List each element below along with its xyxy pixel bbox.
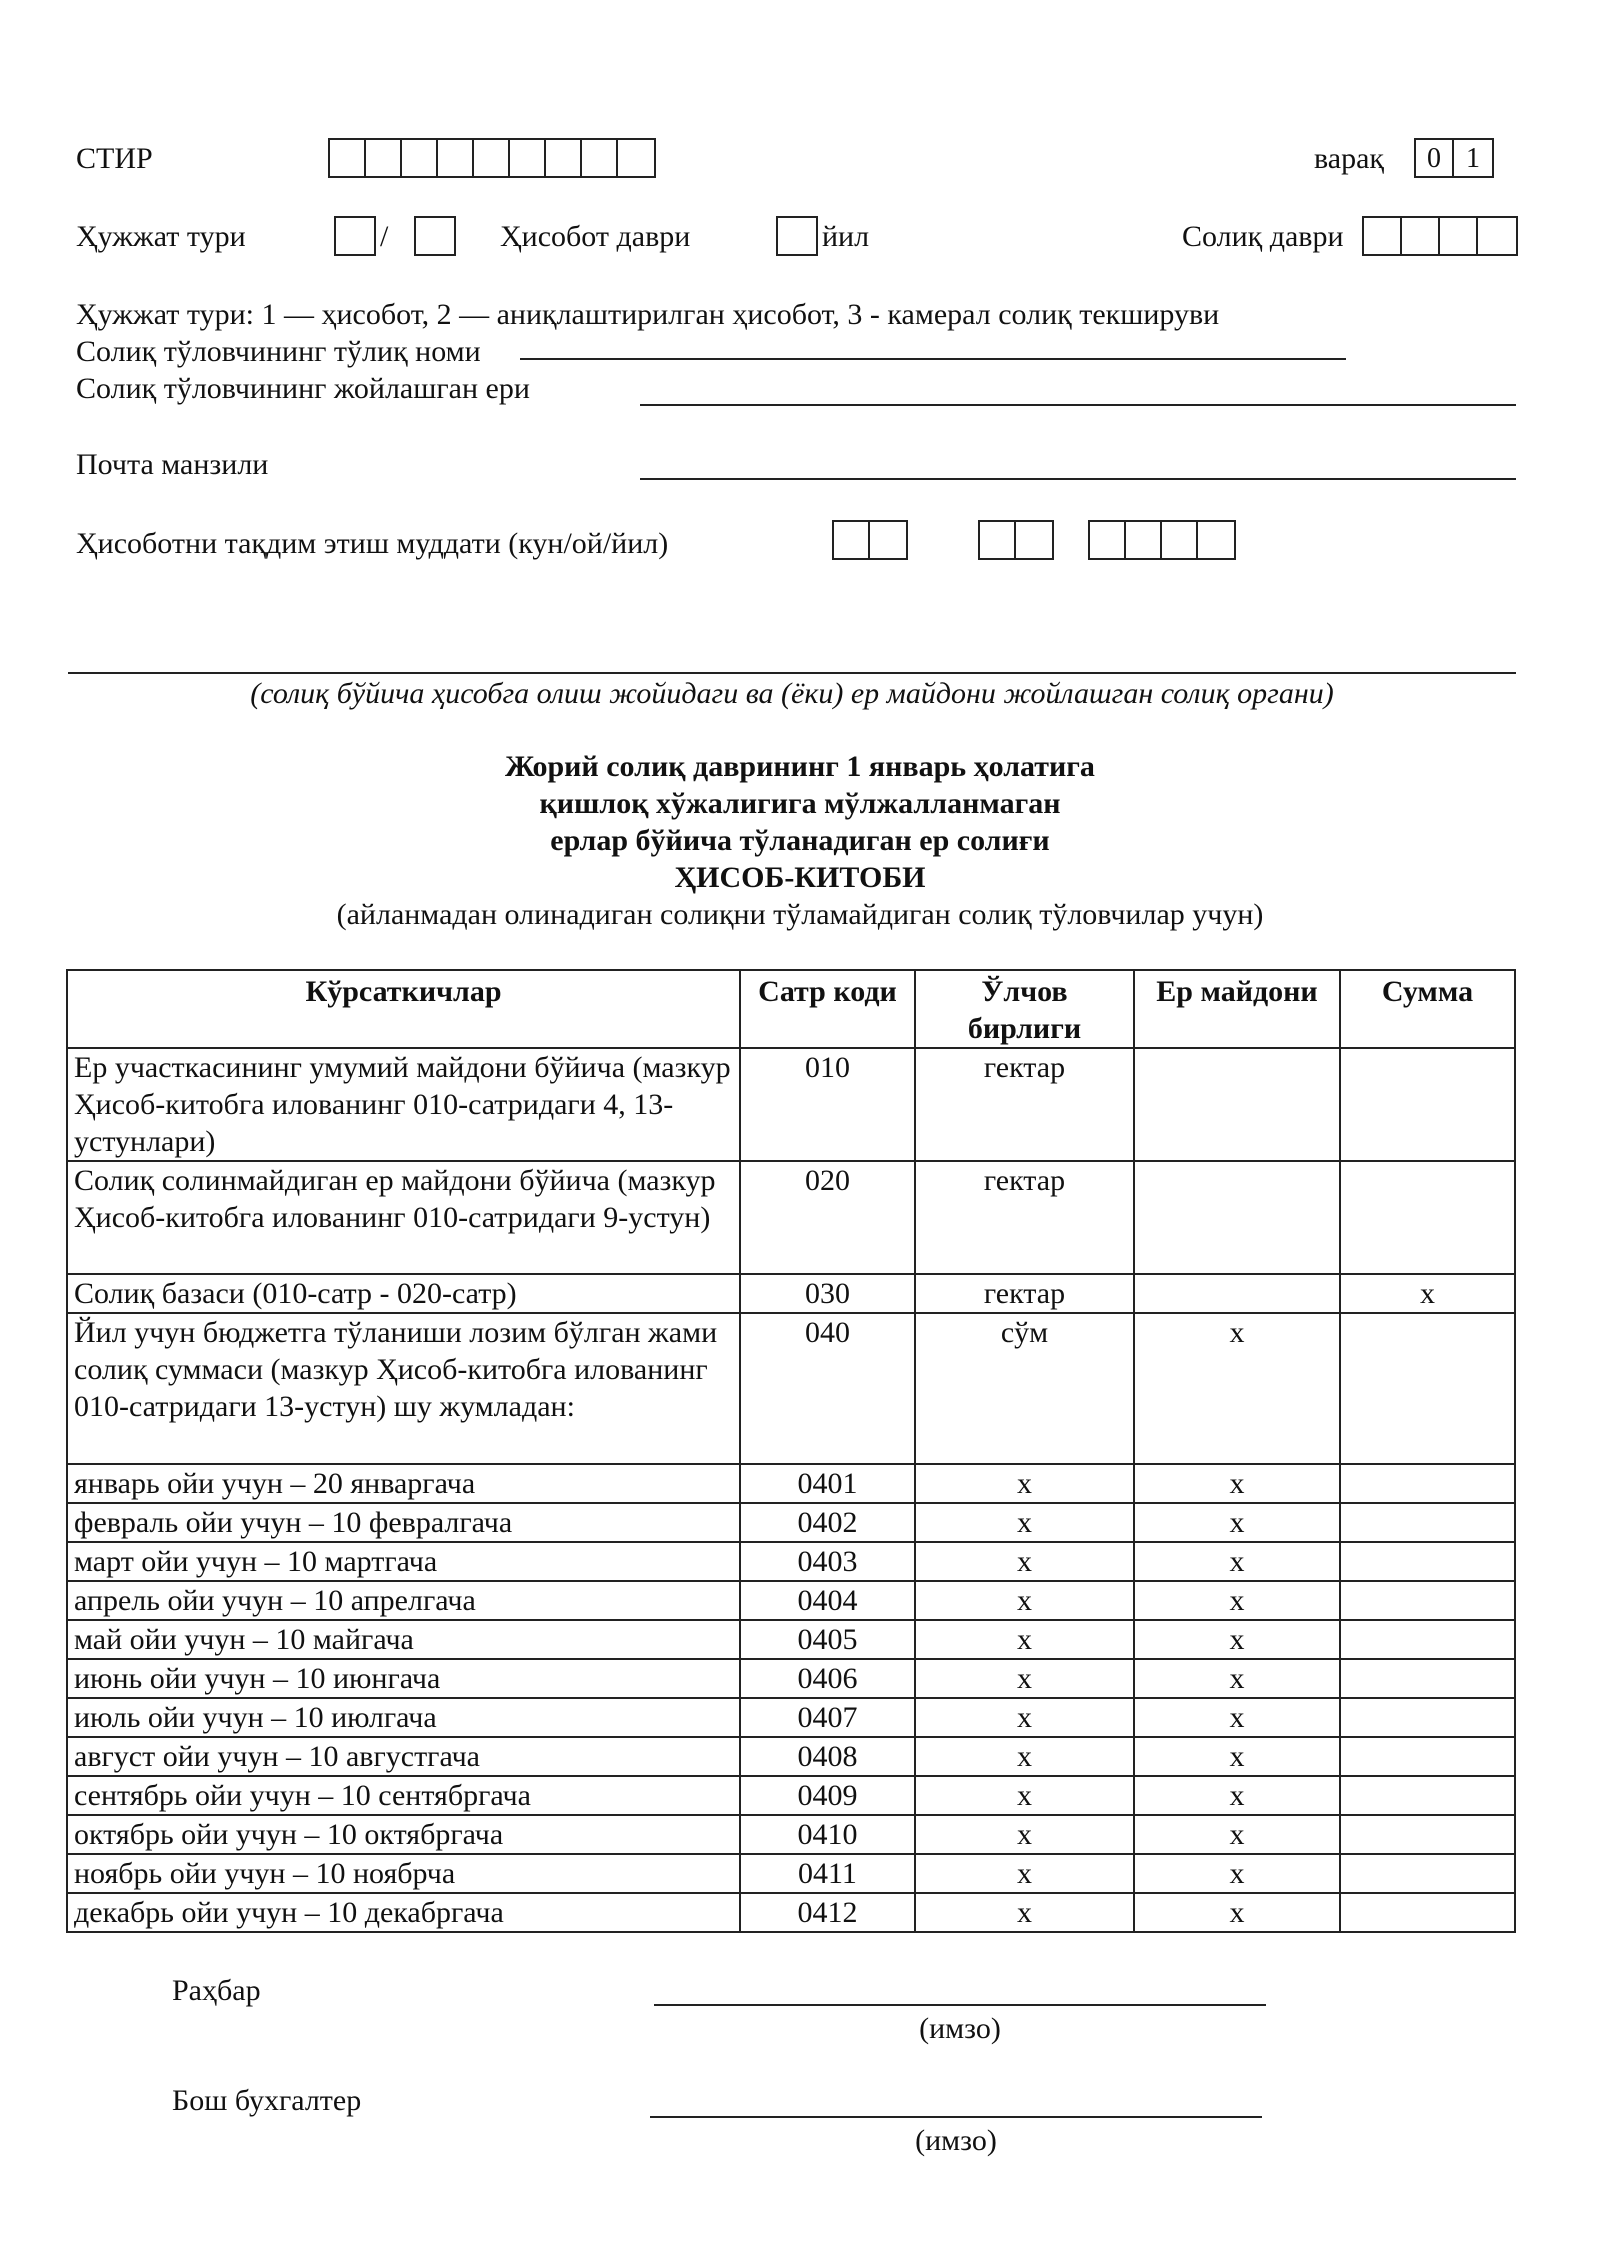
- sum-cell[interactable]: [1340, 1464, 1515, 1503]
- deadline-year-digit[interactable]: [1090, 522, 1126, 558]
- indicator-cell: август ойи учун – 10 августгача: [67, 1737, 740, 1776]
- sum-cell[interactable]: [1340, 1161, 1515, 1274]
- indicator-cell: апрель ойи учун – 10 апрелгача: [67, 1581, 740, 1620]
- deadline-day-digit[interactable]: [870, 522, 906, 558]
- sum-cell[interactable]: [1340, 1893, 1515, 1932]
- line-code-cell: 040: [740, 1313, 915, 1464]
- report-period-label: Ҳисобот даври: [500, 220, 691, 253]
- table-row: [67, 1161, 1515, 1274]
- unit-cell: x: [915, 1503, 1134, 1542]
- tax-authority-field[interactable]: [68, 672, 1516, 674]
- doc-type-separator: /: [380, 220, 389, 253]
- land-area-cell: x: [1134, 1815, 1340, 1854]
- sum-cell[interactable]: [1340, 1620, 1515, 1659]
- line-code-cell: 0406: [740, 1659, 915, 1698]
- title-line-3: ерлар бўйича тўланадиган ер солиғи: [550, 824, 1050, 857]
- indicator-cell: март ойи учун – 10 мартгача: [67, 1542, 740, 1581]
- unit-cell: x: [915, 1542, 1134, 1581]
- tax-period-digit[interactable]: [1478, 218, 1516, 254]
- line-code-cell: 0404: [740, 1581, 915, 1620]
- indicator-cell: Йил учун бюджетга тўланиши лозим бўлган жами солиқ суммаси (мазкур Ҳисоб-китобга илованинг 010-сатридаги 13-устун) шу жумладан:: [67, 1313, 740, 1464]
- taxpayer-location-label: Солиқ тўловчининг жойлашган ери: [76, 372, 530, 405]
- head-signature-field[interactable]: [654, 2004, 1266, 2006]
- land-area-cell: x: [1134, 1698, 1340, 1737]
- sum-cell[interactable]: [1340, 1776, 1515, 1815]
- sum-cell[interactable]: [1340, 1581, 1515, 1620]
- stir-label: СТИР: [76, 142, 153, 175]
- indicator-cell: сентябрь ойи учун – 10 сентябргача: [67, 1776, 740, 1815]
- sum-cell[interactable]: [1340, 1815, 1515, 1854]
- table-row: [67, 1542, 1515, 1581]
- land-area-cell: x: [1134, 1581, 1340, 1620]
- title-line-1: Жорий солиқ даврининг 1 январь ҳолатига: [505, 750, 1095, 783]
- table-row: [67, 1659, 1515, 1698]
- sum-cell[interactable]: [1340, 1737, 1515, 1776]
- deadline-month-digit[interactable]: [980, 522, 1016, 558]
- indicator-cell: ноябрь ойи учун – 10 ноябрча: [67, 1854, 740, 1893]
- table-body: [67, 1048, 1515, 1932]
- document-subtitle: (айланмадан олинадиган солиқни тўламайдиган солиқ тўловчилар учун): [336, 898, 1264, 931]
- deadline-year-digit[interactable]: [1198, 522, 1234, 558]
- postal-address-label: Почта манзили: [76, 448, 269, 481]
- doc-type-legend: Ҳужжат тури: 1 — ҳисобот, 2 — аниқлаштирилган ҳисобот, 3 - камерал солиқ текшируви: [76, 298, 1220, 331]
- land-area-cell: x: [1134, 1620, 1340, 1659]
- line-code-cell: 0410: [740, 1815, 915, 1854]
- header-unit: Ўлчов бирлиги: [915, 970, 1134, 1048]
- tax-period-label: Солиқ даври: [1182, 220, 1344, 253]
- chief-accountant-label: Бош бухгалтер: [172, 2084, 362, 2117]
- line-code-cell: 0401: [740, 1464, 915, 1503]
- line-code-cell: 030: [740, 1274, 915, 1313]
- stir-digit[interactable]: [366, 140, 402, 176]
- unit-cell: x: [915, 1620, 1134, 1659]
- land-area-cell: x: [1134, 1737, 1340, 1776]
- table-row: [67, 1620, 1515, 1659]
- sheet-number-input[interactable]: [1414, 138, 1494, 178]
- stir-digit[interactable]: [402, 140, 438, 176]
- table-row: [67, 1048, 1515, 1161]
- deadline-day-digit[interactable]: [834, 522, 870, 558]
- stir-digit[interactable]: [546, 140, 582, 176]
- table-row: [67, 1274, 1515, 1313]
- header-line-code: Сатр коди: [740, 970, 915, 1048]
- line-code-cell: 0403: [740, 1542, 915, 1581]
- sum-cell: x: [1340, 1274, 1515, 1313]
- doc-type-sub-digit[interactable]: [416, 218, 454, 254]
- tax-period-digit[interactable]: [1440, 218, 1478, 254]
- head-signature-caption: (имзо): [919, 2012, 1001, 2045]
- stir-input[interactable]: [328, 138, 656, 178]
- table-row: [67, 1464, 1515, 1503]
- tax-period-input[interactable]: [1362, 216, 1518, 256]
- unit-cell: x: [915, 1776, 1134, 1815]
- report-period-digit[interactable]: [778, 218, 816, 254]
- deadline-month-input[interactable]: [978, 520, 1054, 560]
- line-code-cell: 0402: [740, 1503, 915, 1542]
- taxpayer-full-name-label: Солиқ тўловчининг тўлиқ номи: [76, 335, 481, 368]
- doc-type-sub-input[interactable]: [414, 216, 456, 256]
- sum-cell[interactable]: [1340, 1659, 1515, 1698]
- stir-digit[interactable]: [330, 140, 366, 176]
- table-row: [67, 1313, 1515, 1464]
- unit-cell: гектар: [915, 1048, 1134, 1161]
- line-code-cell: 0405: [740, 1620, 915, 1659]
- tax-period-digit[interactable]: [1364, 218, 1402, 254]
- land-area-cell: x: [1134, 1464, 1340, 1503]
- table-row: [67, 1893, 1515, 1932]
- sum-cell[interactable]: [1340, 1313, 1515, 1464]
- doc-type-digit[interactable]: [336, 218, 374, 254]
- deadline-month-digit[interactable]: [1016, 522, 1052, 558]
- stir-digit[interactable]: [618, 140, 654, 176]
- line-code-cell: 0408: [740, 1737, 915, 1776]
- stir-digit[interactable]: [438, 140, 474, 176]
- deadline-year-input[interactable]: [1088, 520, 1236, 560]
- header-land-area: Ер майдони: [1134, 970, 1340, 1048]
- unit-cell: x: [915, 1659, 1134, 1698]
- indicator-cell: май ойи учун – 10 майгача: [67, 1620, 740, 1659]
- sheet-digit[interactable]: 1: [1466, 142, 1480, 174]
- table-row: [67, 1776, 1515, 1815]
- indicator-cell: Солиқ базаси (010-сатр - 020-сатр): [67, 1274, 740, 1313]
- sum-cell[interactable]: [1340, 1503, 1515, 1542]
- indicator-cell: январь ойи учун – 20 январгача: [67, 1464, 740, 1503]
- tax-period-digit[interactable]: [1402, 218, 1440, 254]
- sum-cell[interactable]: [1340, 1698, 1515, 1737]
- table-row: [67, 1737, 1515, 1776]
- taxpayer-location-field[interactable]: [640, 404, 1516, 406]
- unit-cell: x: [915, 1737, 1134, 1776]
- land-area-cell[interactable]: [1134, 1161, 1340, 1274]
- unit-cell: гектар: [915, 1274, 1134, 1313]
- land-area-cell: x: [1134, 1893, 1340, 1932]
- unit-cell: сўм: [915, 1313, 1134, 1464]
- unit-cell: гектар: [915, 1161, 1134, 1274]
- land-area-cell[interactable]: [1134, 1274, 1340, 1313]
- stir-digit[interactable]: [474, 140, 510, 176]
- postal-address-field[interactable]: [640, 478, 1516, 480]
- head-label: Раҳбар: [172, 1974, 261, 2007]
- line-code-cell: 0409: [740, 1776, 915, 1815]
- table-row: [67, 1815, 1515, 1854]
- unit-cell: x: [915, 1893, 1134, 1932]
- sum-cell[interactable]: [1340, 1542, 1515, 1581]
- indicator-cell: февраль ойи учун – 10 февралгача: [67, 1503, 740, 1542]
- sheet-label: варақ: [1314, 142, 1384, 175]
- header-indicators: Кўрсаткичлар: [67, 970, 740, 1048]
- sum-cell[interactable]: [1340, 1854, 1515, 1893]
- chief-accountant-signature-caption: (имзо): [915, 2124, 997, 2157]
- indicator-cell: Ер участкасининг умумий майдони бўйича (мазкур Ҳисоб-китобга илованинг 010-сатридаги 4, 13-устунлари): [67, 1048, 740, 1161]
- sum-cell[interactable]: [1340, 1048, 1515, 1161]
- submission-deadline-label: Ҳисоботни тақдим этиш муддати (кун/ой/йил): [76, 527, 669, 560]
- taxpayer-full-name-field[interactable]: [520, 358, 1346, 360]
- deadline-day-input[interactable]: [832, 520, 908, 560]
- stir-digit[interactable]: [582, 140, 618, 176]
- unit-cell: x: [915, 1815, 1134, 1854]
- sheet-digit[interactable]: 0: [1416, 140, 1454, 176]
- unit-cell: x: [915, 1581, 1134, 1620]
- land-area-cell: x: [1134, 1659, 1340, 1698]
- line-code-cell: 0411: [740, 1854, 915, 1893]
- header-sum: Сумма: [1340, 970, 1515, 1048]
- tax-authority-note: (солиқ бўйича ҳисобга олиш жойидаги ва (ёки) ер майдони жойлашган солиқ органи): [250, 677, 1334, 710]
- land-area-cell: x: [1134, 1503, 1340, 1542]
- unit-cell: x: [915, 1854, 1134, 1893]
- indicator-cell: июль ойи учун – 10 июлгача: [67, 1698, 740, 1737]
- unit-cell: x: [915, 1464, 1134, 1503]
- title-line-2: қишлоқ хўжалигига мўлжалланмаган: [539, 787, 1061, 820]
- doc-type-label: Ҳужжат тури: [76, 220, 246, 253]
- land-area-cell: x: [1134, 1313, 1340, 1464]
- indicator-cell: декабрь ойи учун – 10 декабргача: [67, 1893, 740, 1932]
- table-row: [67, 1503, 1515, 1542]
- table-header-row: [67, 970, 1515, 1048]
- indicator-cell: июнь ойи учун – 10 июнгача: [67, 1659, 740, 1698]
- line-code-cell: 0412: [740, 1893, 915, 1932]
- deadline-year-digit[interactable]: [1162, 522, 1198, 558]
- land-area-cell[interactable]: [1134, 1048, 1340, 1161]
- doc-type-input[interactable]: [334, 216, 376, 256]
- line-code-cell: 0407: [740, 1698, 915, 1737]
- indicator-cell: Солиқ солинмайдиган ер майдони бўйича (мазкур Ҳисоб-китобга илованинг 010-сатридаги 9-устун): [67, 1161, 740, 1274]
- land-area-cell: x: [1134, 1854, 1340, 1893]
- deadline-year-digit[interactable]: [1126, 522, 1162, 558]
- table-row: [67, 1854, 1515, 1893]
- indicator-cell: октябрь ойи учун – 10 октябргача: [67, 1815, 740, 1854]
- line-code-cell: 010: [740, 1048, 915, 1161]
- year-label: йил: [822, 220, 870, 253]
- line-code-cell: 020: [740, 1161, 915, 1274]
- stir-digit[interactable]: [510, 140, 546, 176]
- chief-accountant-signature-field[interactable]: [650, 2116, 1262, 2118]
- land-area-cell: x: [1134, 1542, 1340, 1581]
- table-row: [67, 1698, 1515, 1737]
- table-row: [67, 1581, 1515, 1620]
- document-title: ҲИСОБ-КИТОБИ: [674, 861, 926, 894]
- land-area-cell: x: [1134, 1776, 1340, 1815]
- report-period-input[interactable]: [776, 216, 818, 256]
- unit-cell: x: [915, 1698, 1134, 1737]
- tax-calculation-table: [66, 969, 1516, 1933]
